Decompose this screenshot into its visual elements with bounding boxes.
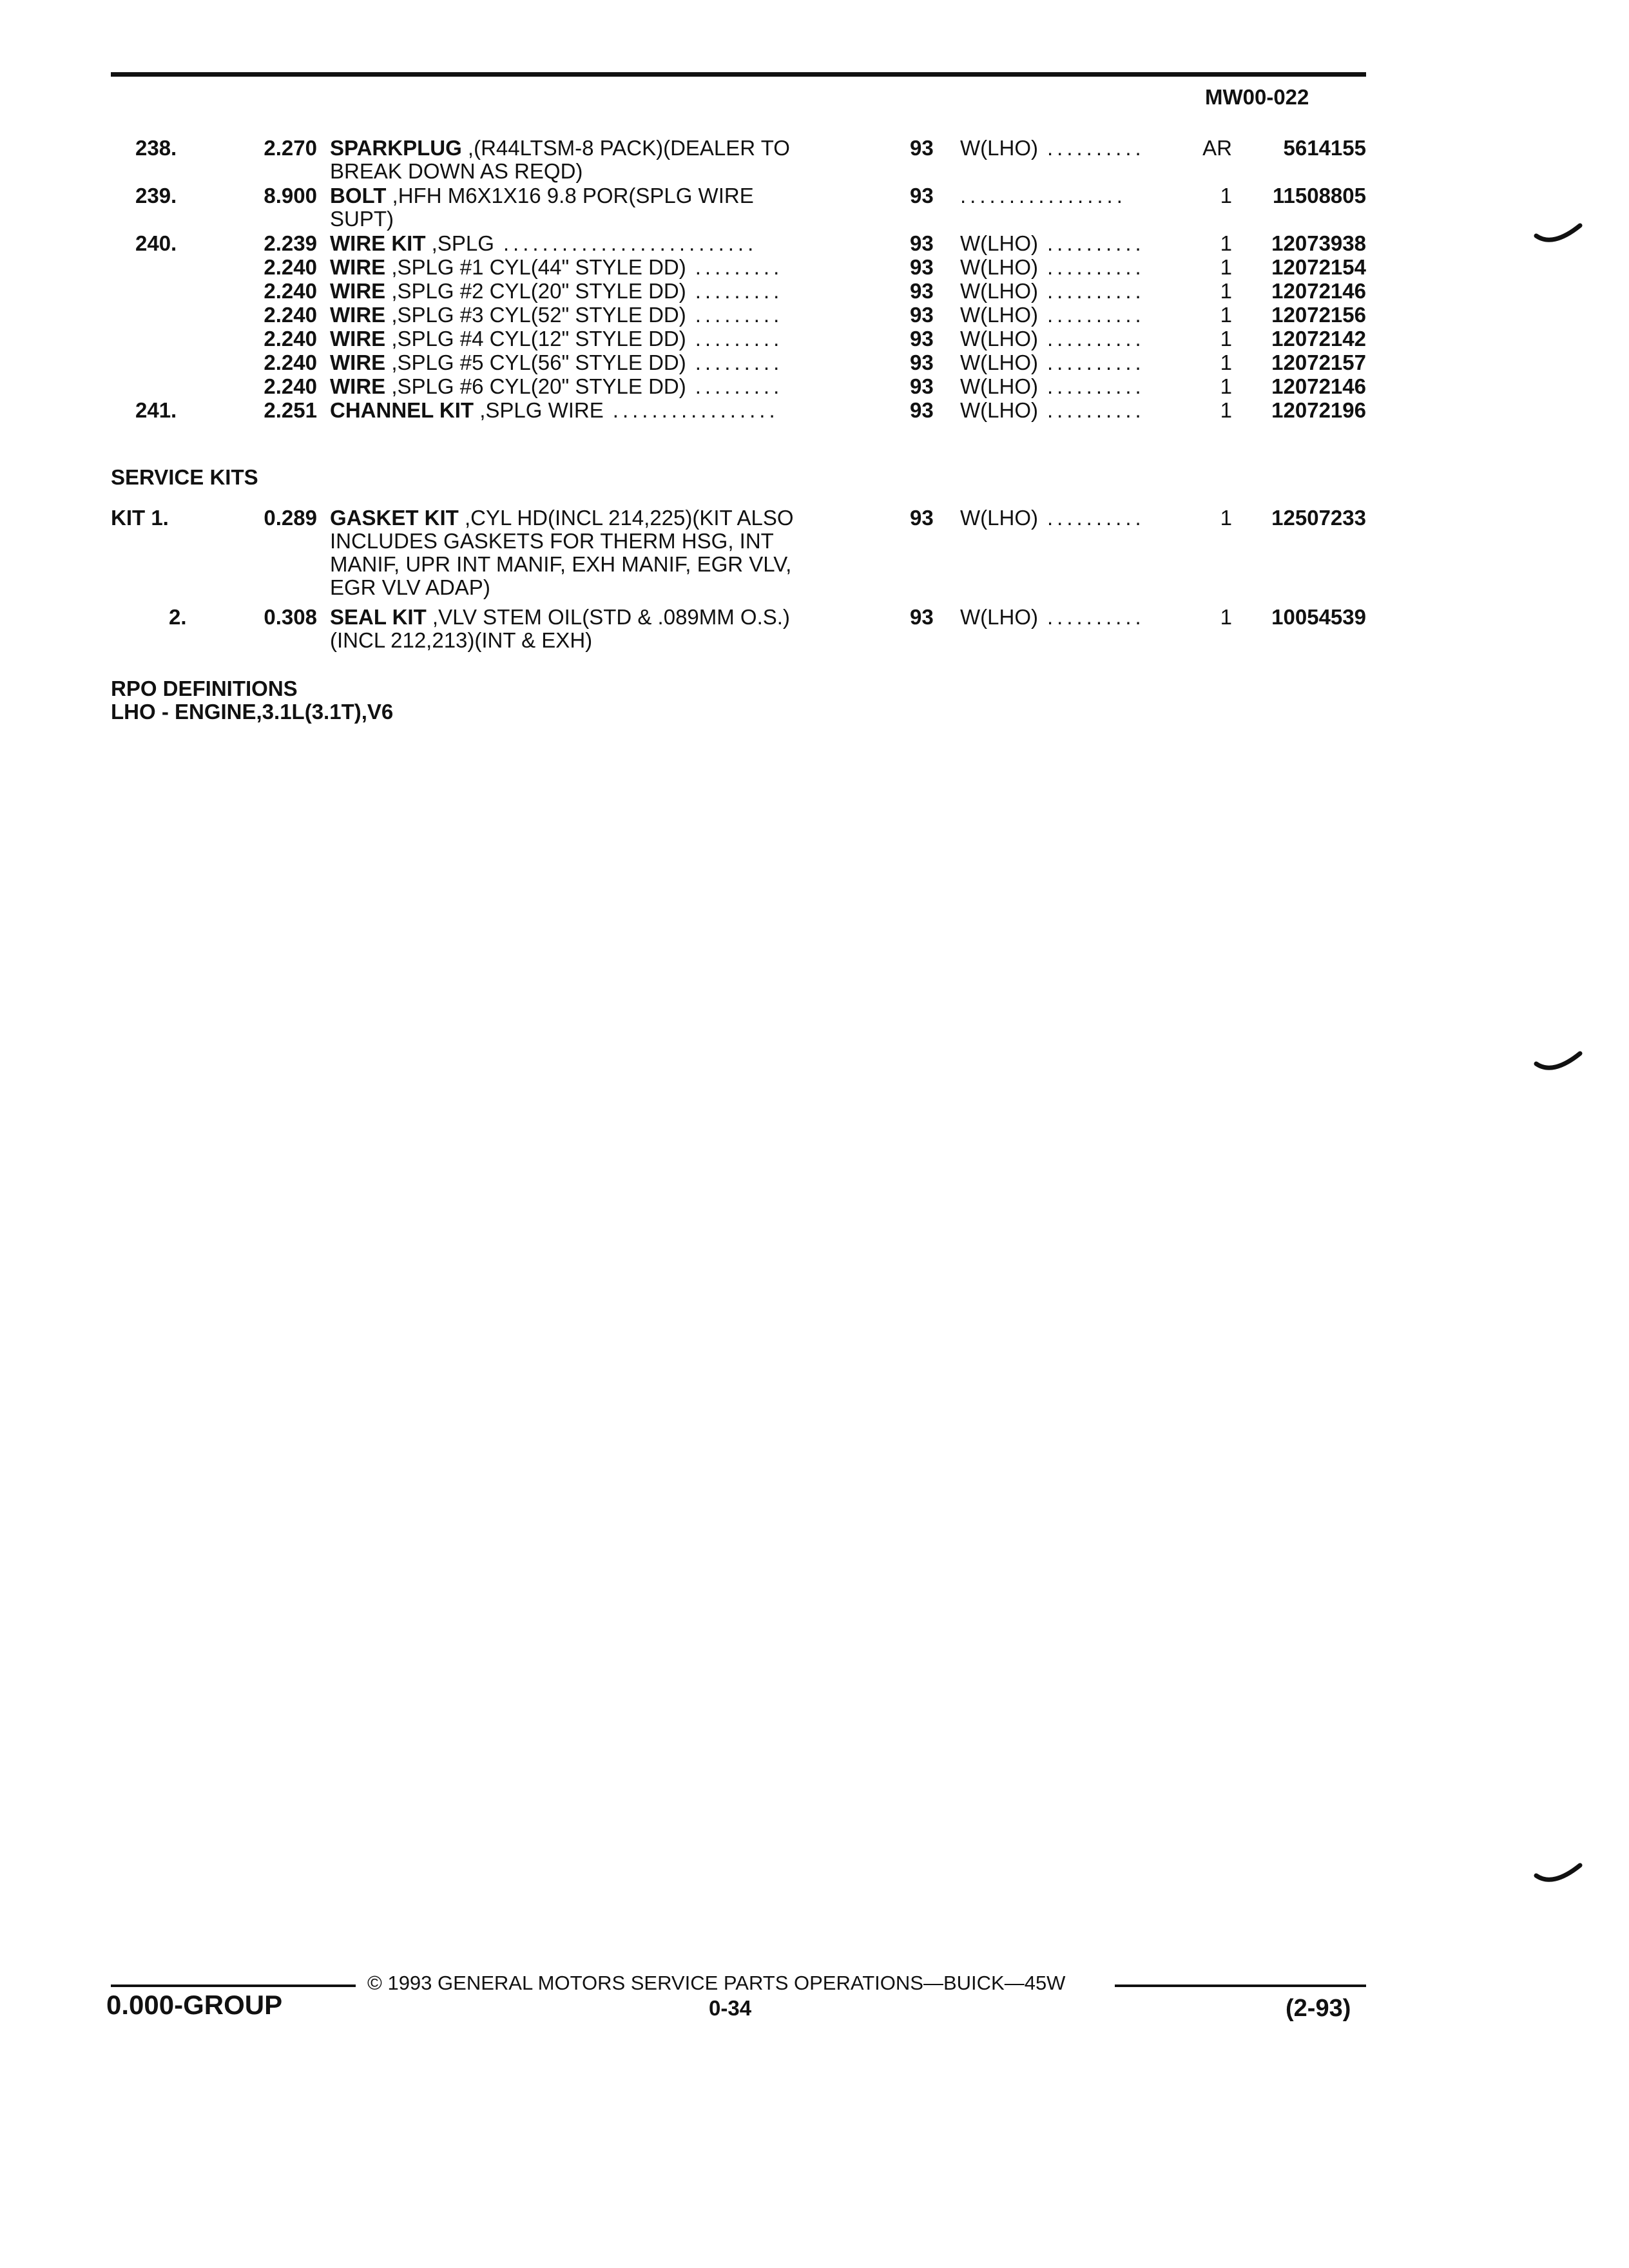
application (960, 399, 1179, 422)
quantity: 1 (1220, 374, 1232, 398)
part-number: 12073938 (1271, 231, 1366, 255)
dot-leader: ......... (695, 255, 784, 279)
dot-leader: .......... (1046, 506, 1145, 530)
part-number: 11508805 (1272, 184, 1366, 207)
revision-date: (2-93) (1286, 1995, 1351, 2022)
header-rule (111, 72, 1366, 77)
part-description (330, 137, 884, 183)
dot-leader: .......... (1046, 231, 1145, 255)
part-number: 12072146 (1271, 374, 1366, 398)
rpo-definition-line: LHO - ENGINE,3.1L(3.1T),V6 (111, 700, 394, 724)
binder-mark-icon (1534, 1859, 1585, 1891)
dot-leader: ................. (960, 184, 1126, 207)
item-number: KIT 1. (111, 506, 169, 530)
model-year: 93 (910, 231, 934, 255)
part-name: GASKET KIT (330, 506, 459, 530)
model-year: 93 (910, 351, 934, 374)
part-name: SEAL KIT (330, 605, 427, 629)
part-name: WIRE (330, 255, 386, 279)
quantity: 1 (1220, 351, 1232, 374)
item-number: 241. (135, 398, 177, 422)
dot-leader: ......... (695, 327, 784, 351)
dot-leader: .......... (1046, 605, 1145, 629)
description-continuation: (INCL 212,213)(INT & EXH) (330, 628, 593, 652)
part-number: 12072157 (1271, 351, 1366, 374)
part-number: 12072156 (1271, 303, 1366, 327)
part-number: 12072142 (1271, 327, 1366, 351)
part-detail: ,SPLG #5 CYL(56" STYLE DD) (385, 351, 686, 374)
part-description (330, 375, 884, 398)
application (960, 375, 1179, 398)
application (960, 184, 1179, 207)
part-detail: ,SPLG #2 CYL(20" STYLE DD) (385, 279, 686, 303)
quantity: 1 (1220, 231, 1232, 255)
quantity: 1 (1220, 605, 1232, 629)
dot-leader: ......... (695, 303, 784, 327)
application-code: W(LHO) (960, 506, 1038, 530)
part-name: BOLT (330, 184, 387, 207)
part-number: 12507233 (1271, 506, 1366, 530)
description-continuation: MANIF, UPR INT MANIF, EXH MANIF, EGR VLV, (330, 552, 792, 576)
service-kits-header: SERVICE KITS (111, 465, 258, 489)
dot-leader: ......... (695, 374, 784, 398)
part-detail: ,SPLG #6 CYL(20" STYLE DD) (385, 374, 686, 398)
part-description (330, 280, 884, 303)
dot-leader: .......... (1046, 351, 1145, 374)
part-number: 12072196 (1271, 398, 1366, 422)
application (960, 327, 1179, 351)
part-name: WIRE (330, 279, 386, 303)
part-number: 5614155 (1283, 136, 1366, 160)
binder-mark-icon (1534, 1047, 1585, 1079)
quantity: 1 (1220, 506, 1232, 530)
part-detail: ,SPLG #3 CYL(52" STYLE DD) (385, 303, 686, 327)
application-code: W(LHO) (960, 231, 1038, 255)
part-detail: ,SPLG WIRE (474, 398, 604, 422)
part-name: WIRE KIT (330, 231, 426, 255)
model-year: 93 (910, 506, 934, 530)
dot-leader: .......... (1046, 303, 1145, 327)
footer-rule-left (111, 1984, 356, 1987)
document-id: MW00-022 (1205, 85, 1309, 109)
group-number: 2.251 (264, 398, 317, 422)
application (960, 506, 1179, 530)
part-name: SPARKPLUG (330, 136, 462, 160)
part-name: WIRE (330, 374, 386, 398)
quantity: 1 (1220, 279, 1232, 303)
application-code: W(LHO) (960, 398, 1038, 422)
part-detail: ,CYL HD(INCL 214,225)(KIT ALSO (458, 506, 794, 530)
dot-leader: ......... (695, 351, 784, 374)
binder-mark-icon (1534, 219, 1585, 251)
group-number: 8.900 (264, 184, 317, 207)
dot-leader: .......... (1046, 398, 1145, 422)
quantity: 1 (1220, 255, 1232, 279)
rpo-definitions-header: RPO DEFINITIONS (111, 677, 298, 700)
model-year: 93 (910, 327, 934, 351)
application (960, 606, 1179, 629)
model-year: 93 (910, 279, 934, 303)
model-year: 93 (910, 255, 934, 279)
application-code: W(LHO) (960, 374, 1038, 398)
part-name: CHANNEL KIT (330, 398, 474, 422)
application-code: W(LHO) (960, 303, 1038, 327)
part-description (330, 184, 884, 231)
part-detail: ,SPLG #1 CYL(44" STYLE DD) (385, 255, 686, 279)
part-detail: ,(R44LTSM-8 PACK)(DEALER TO (461, 136, 790, 160)
part-description (330, 506, 884, 599)
part-detail: ,HFH M6X1X16 9.8 POR(SPLG WIRE (386, 184, 754, 207)
page-number: 0-34 (709, 1996, 752, 2020)
dot-leader: .......... (1046, 327, 1145, 351)
application-code: W(LHO) (960, 255, 1038, 279)
quantity: AR (1202, 136, 1232, 160)
copyright-notice: © 1993 GENERAL MOTORS SERVICE PARTS OPERATIONS—BUICK—45W (367, 1972, 1066, 1994)
part-description (330, 399, 884, 422)
application (960, 137, 1179, 160)
description-continuation: INCLUDES GASKETS FOR THERM HSG, INT (330, 529, 774, 553)
dot-leader: .......... (1046, 374, 1145, 398)
application-code: W(LHO) (960, 327, 1038, 351)
part-number: 10054539 (1271, 605, 1366, 629)
dot-leader: .......... (1046, 279, 1145, 303)
part-number: 12072154 (1271, 255, 1366, 279)
model-year: 93 (910, 303, 934, 327)
application (960, 303, 1179, 327)
description-continuation: SUPT) (330, 207, 394, 231)
group-number: 2.240 (264, 327, 317, 351)
description-continuation: BREAK DOWN AS REQD) (330, 159, 583, 183)
item-number: 239. (135, 184, 177, 207)
item-number: 2. (169, 605, 187, 629)
part-detail: ,SPLG (425, 231, 494, 255)
model-year: 93 (910, 184, 934, 207)
quantity: 1 (1220, 303, 1232, 327)
model-year: 93 (910, 374, 934, 398)
part-description (330, 256, 884, 279)
application-code: W(LHO) (960, 279, 1038, 303)
part-number: 12072146 (1271, 279, 1366, 303)
dot-leader: ................. (612, 398, 779, 422)
model-year: 93 (910, 605, 934, 629)
part-description (330, 606, 884, 652)
group-number: 2.240 (264, 374, 317, 398)
part-description (330, 327, 884, 351)
part-description (330, 351, 884, 374)
dot-leader: .......... (1046, 255, 1145, 279)
application (960, 280, 1179, 303)
quantity: 1 (1220, 327, 1232, 351)
dot-leader: .......... (1046, 136, 1145, 160)
item-number: 238. (135, 136, 177, 160)
group-number: 2.240 (264, 279, 317, 303)
application-code: W(LHO) (960, 136, 1038, 160)
application-code: W(LHO) (960, 351, 1038, 374)
dot-leader: ......... (695, 279, 784, 303)
application (960, 232, 1179, 255)
part-detail: ,VLV STEM OIL(STD & .089MM O.S.) (426, 605, 790, 629)
part-name: WIRE (330, 351, 386, 374)
part-description (330, 232, 884, 255)
part-detail: ,SPLG #4 CYL(12" STYLE DD) (385, 327, 686, 351)
footer-rule-right (1115, 1984, 1366, 1987)
application (960, 256, 1179, 279)
model-year: 93 (910, 136, 934, 160)
group-label: 0.000-GROUP (106, 1990, 283, 2020)
description-continuation: EGR VLV ADAP) (330, 575, 490, 599)
group-number: 2.239 (264, 231, 317, 255)
group-number: 0.289 (264, 506, 317, 530)
part-name: WIRE (330, 327, 386, 351)
part-name: WIRE (330, 303, 386, 327)
quantity: 1 (1220, 398, 1232, 422)
dot-leader: .......................... (503, 231, 758, 255)
part-description (330, 303, 884, 327)
group-number: 2.240 (264, 351, 317, 374)
application-code: W(LHO) (960, 605, 1038, 629)
item-number: 240. (135, 231, 177, 255)
group-number: 2.240 (264, 303, 317, 327)
group-number: 2.270 (264, 136, 317, 160)
quantity: 1 (1220, 184, 1232, 207)
application (960, 351, 1179, 374)
model-year: 93 (910, 398, 934, 422)
group-number: 0.308 (264, 605, 317, 629)
group-number: 2.240 (264, 255, 317, 279)
